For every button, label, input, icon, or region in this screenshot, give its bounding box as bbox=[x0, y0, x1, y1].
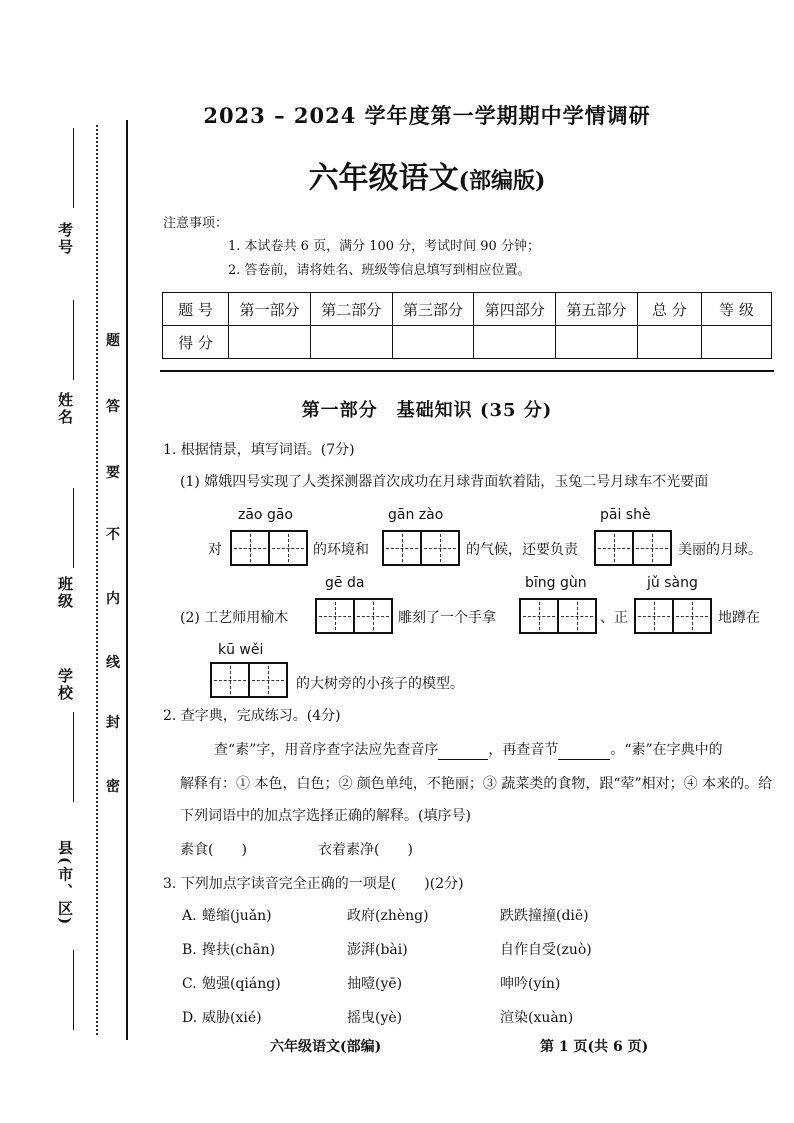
table-header-cell: 总 分 bbox=[637, 293, 701, 326]
text-fragment: 的环境和 bbox=[313, 542, 369, 558]
notes-item: 1. 本试卷共 6 页，满分 100 分，考试时间 90 分钟； bbox=[228, 239, 540, 254]
question-3-stem: 3. 下列加点字读音完全正确的一项是( )(2分) bbox=[163, 876, 464, 892]
seal-char: 封 bbox=[106, 715, 120, 731]
table-header-cell: 第五部分 bbox=[556, 293, 638, 326]
question-1-line1: (1) 嫦娥四号实现了人类探测器首次成功在月球背面软着陆，玉兔二号月球车不光要面 bbox=[180, 474, 709, 490]
answer-box-binggun[interactable] bbox=[519, 598, 597, 634]
text-fragment: 的气候，还要负责 bbox=[466, 542, 578, 558]
table-header-cell: 第三部分 bbox=[392, 293, 474, 326]
option-word: 呻吟(yín) bbox=[500, 976, 561, 992]
footer-page: 第 1 页(共 6 页) bbox=[540, 1039, 649, 1055]
score-table bbox=[162, 292, 772, 359]
question-1-stem: 1. 根据情景，填写词语。(7分) bbox=[163, 442, 355, 458]
option-word: 自作自受(zuò) bbox=[500, 942, 592, 958]
text-fragment: 查“素”字，用音序查字法应先查音序 bbox=[214, 742, 439, 758]
score-cell-part2[interactable] bbox=[310, 326, 392, 359]
text-fragment: 。“素”在字典中的 bbox=[610, 742, 723, 758]
gutter-dotted-line bbox=[96, 125, 98, 1035]
score-cell-part1[interactable] bbox=[229, 326, 311, 359]
option-letter: A. bbox=[182, 908, 197, 924]
table-header-cell: 第一部分 bbox=[229, 293, 311, 326]
text-fragment: 美丽的月球。 bbox=[678, 542, 762, 558]
notes-heading: 注意事项： bbox=[163, 216, 229, 231]
seal-char: 不 bbox=[106, 527, 120, 543]
pinyin-label: bīng gùn bbox=[525, 575, 587, 591]
answer-box-geda[interactable] bbox=[315, 598, 393, 634]
score-row-label: 得 分 bbox=[163, 326, 229, 359]
pinyin-label: jǔ sàng bbox=[647, 575, 698, 591]
seal-char: 内 bbox=[106, 591, 120, 607]
score-cell-total[interactable] bbox=[637, 326, 701, 359]
option-word: 政府(zhèng) bbox=[347, 908, 429, 924]
question-2-line1 bbox=[214, 740, 723, 760]
name-label: 姓名 bbox=[56, 392, 74, 426]
answer-blank-yinxu[interactable] bbox=[438, 759, 488, 760]
answer-blank-yinjie[interactable] bbox=[558, 759, 610, 760]
edition-label: (部编版) bbox=[458, 168, 546, 194]
seal-char: 答 bbox=[106, 399, 120, 415]
option-word: 搀扶(chān) bbox=[202, 942, 276, 958]
class-label: 班级 bbox=[56, 576, 74, 610]
notes-item: 2. 答卷前，请将姓名、班级等信息填写到相应位置。 bbox=[228, 263, 531, 278]
table-bottom-rule bbox=[160, 370, 774, 372]
question-2-line3: 下列词语中的加点字选择正确的解释。(填序号) bbox=[180, 808, 471, 824]
gutter-solid-line bbox=[126, 120, 128, 1040]
answer-box-ganzao[interactable] bbox=[382, 530, 460, 566]
seal-char: 题 bbox=[106, 333, 120, 349]
text-fragment: (2) 工艺师用榆木 bbox=[180, 610, 289, 626]
table-header-cell: 第四部分 bbox=[474, 293, 556, 326]
class-underline bbox=[73, 488, 74, 568]
score-cell-part5[interactable] bbox=[556, 326, 638, 359]
footer-subject: 六年级语文(部编) bbox=[270, 1039, 382, 1055]
pinyin-label: kū wěi bbox=[218, 642, 264, 658]
option-word: 抽噎(yē) bbox=[347, 976, 403, 992]
question-2-stem: 2. 查字典，完成练习。(4分) bbox=[163, 708, 341, 724]
table-header-cell: 第二部分 bbox=[310, 293, 392, 326]
table-header-cell: 题 号 bbox=[163, 293, 229, 326]
question-2-line2: 解释有：① 本色，白色；② 颜色单纯，不艳丽；③ 蔬菜类的食物，跟“荤”相对；④ 本来的。给 bbox=[180, 776, 773, 792]
text-fragment: 地蹲在 bbox=[718, 610, 760, 626]
option-word: 蜷缩(juǎn) bbox=[202, 908, 272, 924]
option-word: 澎湃(bài) bbox=[347, 942, 408, 958]
subject-title bbox=[0, 153, 794, 197]
seal-char: 线 bbox=[106, 655, 120, 671]
option-word: 威胁(xié) bbox=[202, 1010, 262, 1026]
pinyin-label: zāo gāo bbox=[238, 507, 293, 523]
score-cell-grade[interactable] bbox=[701, 326, 771, 359]
score-cell-part3[interactable] bbox=[392, 326, 474, 359]
option-letter: C. bbox=[182, 976, 197, 992]
county-label: 县(市、区) bbox=[56, 840, 74, 927]
school-underline bbox=[73, 712, 74, 802]
answer-box-kuwei[interactable] bbox=[210, 662, 288, 698]
text-fragment: 对 bbox=[208, 542, 222, 558]
text-fragment: 、正 bbox=[600, 610, 628, 626]
school-label: 学校 bbox=[56, 668, 74, 702]
score-table-header-row bbox=[163, 293, 772, 326]
score-table-score-row bbox=[163, 326, 772, 359]
answer-box-jusang[interactable] bbox=[634, 598, 712, 634]
answer-box-zaogao[interactable] bbox=[230, 530, 308, 566]
seal-char: 密 bbox=[106, 779, 120, 795]
option-letter: D. bbox=[182, 1010, 198, 1026]
option-letter: B. bbox=[182, 942, 197, 958]
option-word: 渲染(xuàn) bbox=[500, 1010, 574, 1026]
table-header-cell: 等 级 bbox=[701, 293, 771, 326]
exam-title: 2023 – 2024 学年度第一学期期中学情调研 bbox=[203, 103, 651, 128]
option-word: 摇曳(yè) bbox=[347, 1010, 403, 1026]
text-fragment: ，再查音节 bbox=[488, 742, 559, 758]
name-underline bbox=[73, 300, 74, 380]
section-title: 第一部分 基础知识 (35 分) bbox=[301, 400, 553, 421]
text-fragment: 的大树旁的小孩子的模型。 bbox=[296, 676, 464, 692]
answer-box-paishe[interactable] bbox=[594, 530, 672, 566]
option-word: 勉强(qiáng) bbox=[202, 976, 281, 992]
pinyin-label: gē da bbox=[325, 575, 365, 591]
option-word: 跌跌撞撞(diē) bbox=[500, 908, 589, 924]
text-fragment: 雕刻了一个手拿 bbox=[398, 610, 496, 626]
exam-no-label: 考号 bbox=[56, 222, 74, 256]
word-sushi: 素食( ) bbox=[180, 842, 247, 858]
pinyin-label: gān zào bbox=[388, 507, 444, 523]
word-suojing: 衣着素净( ) bbox=[318, 842, 413, 858]
score-cell-part4[interactable] bbox=[474, 326, 556, 359]
seal-char: 要 bbox=[106, 465, 120, 481]
pinyin-label: pāi shè bbox=[600, 507, 651, 523]
subject-name: 六年级语文 bbox=[308, 161, 459, 196]
county-underline bbox=[73, 950, 74, 1030]
